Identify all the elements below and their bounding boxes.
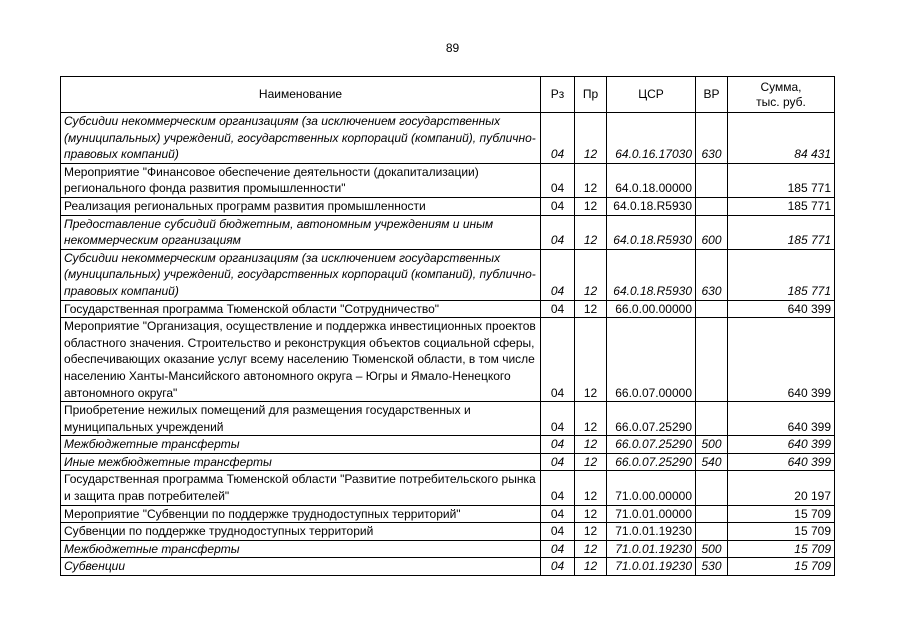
cell-name: Мероприятие "Финансовое обеспечение деятельности (докапитализации) регионального фонда развития промышленности"	[61, 163, 541, 197]
table-header-row	[61, 77, 835, 113]
cell-rz: 04	[541, 249, 575, 300]
cell-vr: 540	[696, 453, 728, 471]
cell-vr	[696, 197, 728, 215]
cell-rz: 04	[541, 523, 575, 541]
cell-pr: 12	[575, 523, 607, 541]
cell-csr: 71.0.01.19230	[607, 523, 696, 541]
cell-name: Государственная программа Тюменской области "Развитие потребительского рынка и защита прав потребителей"	[61, 471, 541, 505]
cell-rz: 04	[541, 197, 575, 215]
cell-csr: 66.0.07.00000	[607, 318, 696, 402]
cell-csr: 66.0.07.25290	[607, 402, 696, 436]
cell-pr: 12	[575, 249, 607, 300]
cell-name: Государственная программа Тюменской области "Сотрудничество"	[61, 300, 541, 318]
cell-vr: 630	[696, 113, 728, 164]
cell-pr: 12	[575, 318, 607, 402]
cell-csr: 64.0.18.R5930	[607, 249, 696, 300]
cell-pr: 12	[575, 113, 607, 164]
table-body	[61, 113, 835, 576]
table-row	[61, 471, 835, 505]
cell-sum: 15 709	[728, 540, 835, 558]
cell-sum: 640 399	[728, 436, 835, 454]
cell-name: Мероприятие "Субвенции по поддержке труднодоступных территорий"	[61, 505, 541, 523]
cell-name: Иные межбюджетные трансферты	[61, 453, 541, 471]
cell-pr: 12	[575, 471, 607, 505]
table-row	[61, 163, 835, 197]
cell-rz: 04	[541, 471, 575, 505]
cell-sum: 640 399	[728, 402, 835, 436]
cell-pr: 12	[575, 558, 607, 576]
cell-vr: 500	[696, 436, 728, 454]
cell-pr: 12	[575, 215, 607, 249]
cell-csr: 66.0.07.25290	[607, 436, 696, 454]
cell-sum: 15 709	[728, 505, 835, 523]
cell-rz: 04	[541, 505, 575, 523]
cell-pr: 12	[575, 436, 607, 454]
cell-csr: 71.0.01.19230	[607, 558, 696, 576]
table-row	[61, 300, 835, 318]
cell-vr	[696, 318, 728, 402]
table-row	[61, 540, 835, 558]
cell-vr: 500	[696, 540, 728, 558]
header-pr: Пр	[575, 77, 607, 113]
cell-pr: 12	[575, 540, 607, 558]
cell-vr	[696, 505, 728, 523]
cell-rz: 04	[541, 300, 575, 318]
cell-sum: 640 399	[728, 300, 835, 318]
header-sum-line1: Сумма,	[760, 79, 802, 94]
header-sum-line2: тыс. руб.	[756, 94, 806, 109]
cell-rz: 04	[541, 215, 575, 249]
cell-pr: 12	[575, 505, 607, 523]
cell-sum: 15 709	[728, 523, 835, 541]
cell-rz: 04	[541, 453, 575, 471]
cell-pr: 12	[575, 300, 607, 318]
cell-rz: 04	[541, 163, 575, 197]
table-row	[61, 215, 835, 249]
cell-vr: 600	[696, 215, 728, 249]
cell-vr	[696, 163, 728, 197]
cell-vr	[696, 402, 728, 436]
table-row	[61, 402, 835, 436]
cell-sum: 185 771	[728, 163, 835, 197]
table-row	[61, 113, 835, 164]
cell-sum: 185 771	[728, 197, 835, 215]
table-row	[61, 558, 835, 576]
cell-rz: 04	[541, 540, 575, 558]
cell-sum: 20 197	[728, 471, 835, 505]
table-row	[61, 436, 835, 454]
cell-rz: 04	[541, 318, 575, 402]
table-row	[61, 197, 835, 215]
cell-name: Мероприятие "Организация, осуществление и поддержка инвестиционных проектов областного значения. Строительство и реконструкция объектов социальной сферы, обеспечивающих оказание услуг всему населению Тюменской области, в том числе населению Ханты-Мансийского автономного округа – Югры и Ямало-Ненецкого автономного округа"	[61, 318, 541, 402]
cell-name: Межбюджетные трансферты	[61, 436, 541, 454]
page-number: 89	[445, 41, 460, 55]
cell-csr: 71.0.00.00000	[607, 471, 696, 505]
cell-name: Субсидии некоммерческим организациям (за исключением государственных (муниципальных) учреждений, государственных корпораций (компаний), публично-правовых компаний)	[61, 113, 541, 164]
cell-csr: 64.0.18.R5930	[607, 215, 696, 249]
cell-sum: 640 399	[728, 453, 835, 471]
header-rz: Рз	[541, 77, 575, 113]
cell-vr	[696, 523, 728, 541]
header-vr: ВР	[696, 77, 728, 113]
cell-name: Межбюджетные трансферты	[61, 540, 541, 558]
cell-csr: 66.0.07.25290	[607, 453, 696, 471]
cell-csr: 66.0.00.00000	[607, 300, 696, 318]
cell-sum: 15 709	[728, 558, 835, 576]
cell-pr: 12	[575, 163, 607, 197]
header-csr: ЦСР	[607, 77, 696, 113]
cell-sum: 84 431	[728, 113, 835, 164]
cell-csr: 64.0.18.00000	[607, 163, 696, 197]
cell-name: Субвенции по поддержке труднодоступных территорий	[61, 523, 541, 541]
table-row	[61, 249, 835, 300]
cell-rz: 04	[541, 402, 575, 436]
table-row	[61, 505, 835, 523]
cell-vr	[696, 300, 728, 318]
table-row	[61, 523, 835, 541]
cell-sum: 640 399	[728, 318, 835, 402]
cell-pr: 12	[575, 197, 607, 215]
table-row	[61, 318, 835, 402]
budget-table	[60, 76, 835, 576]
cell-rz: 04	[541, 436, 575, 454]
cell-vr	[696, 471, 728, 505]
cell-name: Предоставление субсидий бюджетным, автономным учреждениям и иным некоммерческим организациям	[61, 215, 541, 249]
header-sum	[728, 77, 835, 113]
table-row	[61, 453, 835, 471]
cell-name: Субсидии некоммерческим организациям (за исключением государственных (муниципальных) учреждений, государственных корпораций (компаний), публично-правовых компаний)	[61, 249, 541, 300]
cell-sum: 185 771	[728, 215, 835, 249]
cell-name: Приобретение нежилых помещений для размещения государственных и муниципальных учреждений	[61, 402, 541, 436]
cell-csr: 64.0.18.R5930	[607, 197, 696, 215]
cell-csr: 64.0.16.17030	[607, 113, 696, 164]
cell-vr: 530	[696, 558, 728, 576]
header-name: Наименование	[61, 77, 541, 113]
cell-pr: 12	[575, 453, 607, 471]
cell-rz: 04	[541, 558, 575, 576]
cell-vr: 630	[696, 249, 728, 300]
cell-pr: 12	[575, 402, 607, 436]
cell-csr: 71.0.01.00000	[607, 505, 696, 523]
cell-name: Субвенции	[61, 558, 541, 576]
cell-rz: 04	[541, 113, 575, 164]
cell-name: Реализация региональных программ развития промышленности	[61, 197, 541, 215]
cell-sum: 185 771	[728, 249, 835, 300]
cell-csr: 71.0.01.19230	[607, 540, 696, 558]
